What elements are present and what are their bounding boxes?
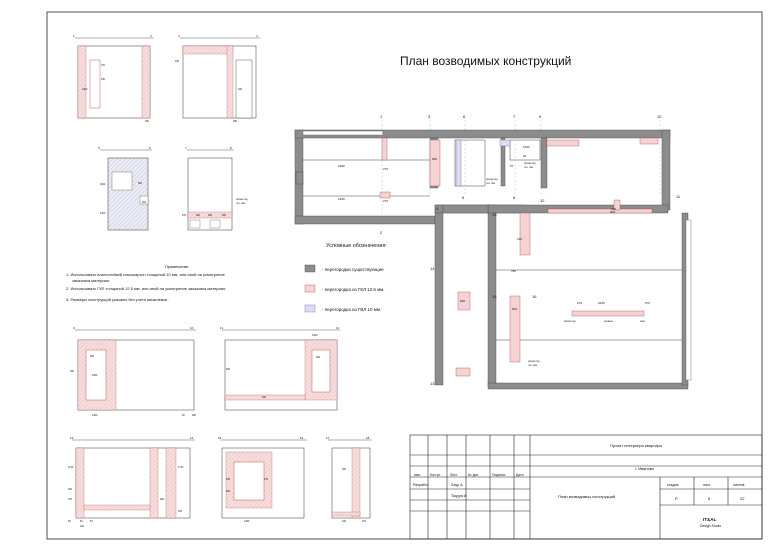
dim: 300 [68, 488, 72, 491]
dim: 300 [70, 370, 74, 373]
dim: 1900 [100, 183, 106, 186]
axis-14: 14 [430, 266, 435, 271]
plan-dim: 300 [610, 210, 616, 214]
tb-studio-sub: Design Studio [700, 524, 722, 528]
dim: 250 [233, 120, 237, 123]
dim: 2180 [244, 520, 250, 523]
plan-dim: 60 [523, 154, 527, 158]
dim: 600 [138, 182, 142, 185]
axis-15: 15 [492, 294, 497, 299]
axis-label: 12 [336, 326, 340, 330]
axis-label: 6 [149, 146, 151, 150]
axis-16: 16 [532, 294, 537, 299]
legend-swatch-existing [305, 265, 315, 272]
plan-dim: 600 [432, 157, 438, 161]
note: проем под [236, 198, 248, 201]
axis-label: 13 [70, 436, 74, 440]
axis-label: 7 [185, 146, 187, 150]
tb-header-kol: Кол.уч. [430, 473, 442, 477]
legend [305, 243, 387, 312]
plan-dim: 720 [611, 207, 617, 211]
axis-label: 4 [256, 34, 258, 38]
plan-dim: 270 [577, 301, 583, 305]
plan-note: проем под [528, 360, 540, 363]
dim: 400 [160, 498, 164, 501]
tb-sheet-title: План возводимых конструкций [558, 494, 616, 499]
elevation-5-6 [98, 146, 152, 230]
note: тех. люк [236, 202, 246, 205]
axis-label: 2 [150, 34, 152, 38]
dim: 300 [145, 120, 149, 123]
dim: 900 [226, 368, 230, 371]
tb-studio-name: IT&AL [703, 517, 717, 522]
dim: 1400 [312, 334, 318, 337]
notes [66, 264, 226, 302]
axis-8: 8 [513, 195, 516, 200]
tb-val-sheet: 6 [708, 496, 711, 501]
plan-dim: 270 [383, 199, 389, 203]
legend-heading: Условные обозначения: [326, 243, 387, 249]
axis-1: 1 [380, 114, 383, 119]
plan-note: проем под [486, 178, 498, 181]
tb-city: г. Иваново [635, 466, 655, 471]
dim: 270 [264, 478, 268, 481]
plan-dim: 2180 [338, 197, 345, 201]
tb-col-stage: стадия [667, 483, 679, 487]
elevation-13-14 [68, 436, 195, 528]
dim: 600 [208, 214, 212, 217]
dim: 100 [342, 520, 346, 523]
tb-name: Лаур А. [451, 483, 464, 487]
dim: 600 [196, 214, 200, 217]
plan-note: окно [640, 320, 646, 323]
axis-label: 3 [178, 34, 180, 38]
dim: 52 [80, 520, 83, 523]
axis-label: 18 [366, 436, 370, 440]
elevation-9-10 [70, 326, 197, 417]
axis-label: 16 [300, 436, 304, 440]
page-title: План возводимых конструкций [400, 54, 572, 68]
floor-plan [295, 114, 691, 389]
axis-5: 5 [462, 195, 465, 200]
notes-line-2: заказчика материал. [72, 278, 111, 283]
axis-2: 2 [380, 230, 383, 235]
axis-9: 9 [539, 114, 542, 119]
axis-label: 5 [98, 146, 100, 150]
plan-note: проем под [524, 162, 536, 165]
dim: 600 [90, 355, 94, 358]
dim: 52 [90, 520, 93, 523]
dim: 60 [182, 414, 185, 417]
dim: 1300 [100, 212, 106, 215]
plan-dim: 780 [511, 269, 517, 273]
dim: 230 [175, 60, 179, 63]
dim: 1900 [92, 374, 98, 377]
axis-10: 10 [657, 114, 662, 119]
plan-note: тех. люк [486, 182, 496, 185]
dim: 230 [226, 478, 230, 481]
legend-swatch-gvl [305, 305, 315, 312]
dim: 300 [262, 396, 266, 399]
tb-header-sign: Подпись [492, 473, 506, 477]
elevation-17-18 [326, 436, 372, 523]
dim: 900 [142, 201, 146, 204]
tb-val-stage: Р [675, 496, 678, 501]
notes-line-1: 1. Использовать влагостойкий гипсокартон толщиной 10 мм, или иной на усмотрение [66, 272, 225, 277]
axis-6: 6 [463, 114, 466, 119]
plan-dim: 600 [460, 299, 466, 303]
plan-dim: 57 [510, 164, 514, 168]
plan-dim: 210 [517, 237, 523, 241]
tb-header-izm: изм. [414, 473, 421, 477]
axis-12: 12 [540, 198, 545, 203]
notes-line-4: 3. Размеры конструкций указаны без учета шпаклевки . [66, 297, 170, 302]
legend-swatch-gkl [305, 285, 315, 292]
dim: 50 [68, 520, 71, 523]
dim: 400 [238, 88, 242, 91]
dim: 280 [192, 414, 196, 417]
elevation-15-16 [218, 436, 307, 523]
plan-dim: 2180 [338, 164, 345, 168]
tb-role: Разработ. [413, 483, 430, 487]
dim: 270 [362, 520, 366, 523]
dim: 150 [178, 510, 182, 513]
axis-label: 9 [73, 326, 75, 330]
plan-dim: 600 [512, 307, 518, 311]
plan-note: проем под [564, 320, 576, 323]
dim: 270 [101, 64, 105, 67]
dim: 100 [80, 525, 84, 528]
tb-project: Проект интерьера квартиры [610, 443, 663, 448]
tb-name: Тацура И. [451, 494, 468, 498]
dim: 320 [316, 356, 320, 359]
plan-dim: 270 [645, 301, 651, 305]
notes-line-3: 2. Использовать ГКЛ толщиной 12.5 мм. или иной на усмотрение заказчика материал. [66, 286, 227, 291]
axis-11: 11 [676, 194, 681, 199]
axis-label: 14 [190, 436, 194, 440]
dim: 1900 [82, 88, 88, 91]
axis-label: 1 [73, 34, 75, 38]
plan-dim: 270 [383, 167, 389, 171]
tb-col-sheets: листов [733, 483, 745, 487]
axis-3: 3 [428, 114, 431, 119]
axis-label: 17 [326, 436, 330, 440]
dim: 570 [182, 214, 186, 217]
elevation-7-8 [182, 146, 248, 230]
axis-4: 4 [436, 206, 439, 211]
tb-col-sheet: лист [703, 483, 711, 487]
axis-label: 11 [220, 326, 224, 330]
notes-heading: Примечание: [165, 264, 190, 269]
axis-13-bottom: 13 [430, 381, 435, 386]
dim: 230 [101, 78, 105, 81]
axis-label: 10 [190, 326, 194, 330]
plan-note: тех. люк [524, 166, 534, 169]
dim: 370 [68, 498, 72, 501]
plan-note: уровень [604, 320, 613, 323]
tb-header-date: Дата [516, 473, 524, 477]
plan-note: тех. люк [528, 364, 538, 367]
dim: 600 [222, 214, 226, 217]
axis-13-top: 13 [492, 212, 497, 217]
axis-label: 15 [218, 436, 222, 440]
legend-item-gvl: - перегородка из ГВЛ 10 мм. [322, 307, 382, 312]
tb-header-list: Лист [450, 473, 458, 477]
dim: 2714 [68, 466, 74, 469]
tb-header-doc: № док. [468, 473, 479, 477]
elevation-3-4 [175, 34, 260, 123]
dim: 2714 [178, 466, 184, 469]
dim: 1400 [92, 414, 98, 417]
dim: 400 [226, 490, 230, 493]
elevation-11-12 [220, 326, 340, 410]
legend-item-gkl: - перегородка из ГКЛ 12.5 мм. [322, 287, 385, 292]
axis-label: 8 [230, 146, 232, 150]
plan-dim: 2440 [598, 301, 605, 305]
elevation-1-2 [73, 34, 154, 123]
tb-val-sheets: 22 [740, 496, 745, 501]
plan-dim: 1000 [523, 145, 530, 149]
dim: 300 [342, 468, 346, 471]
legend-item-existing: - перегородки существующие [322, 267, 384, 272]
axis-7: 7 [513, 114, 516, 119]
